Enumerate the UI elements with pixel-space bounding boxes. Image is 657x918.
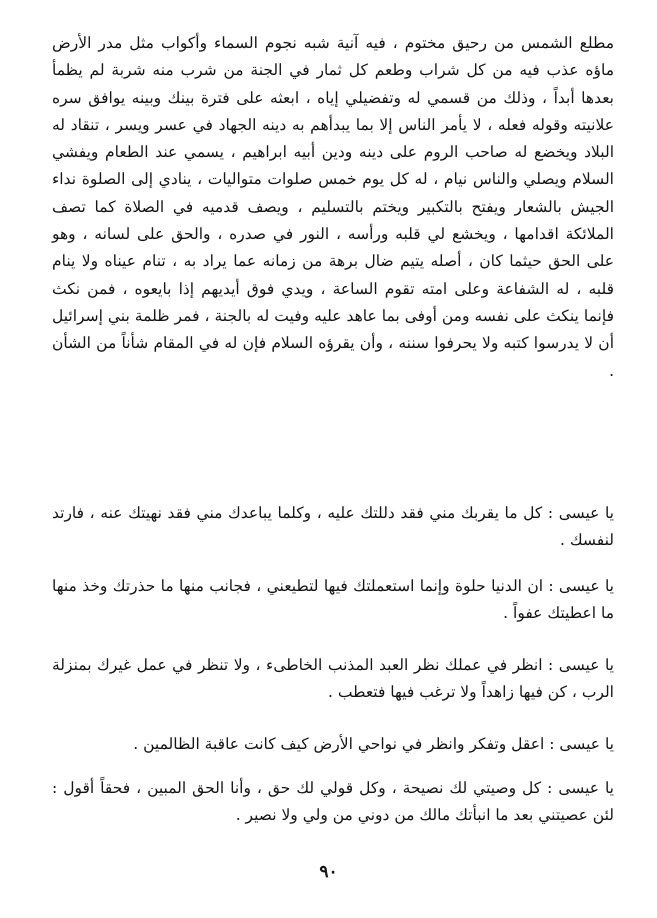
section-paragraph-5: يا عيسى : كل وصيتي لك نصيحة ، وكل قولي لك حق ، وأنا الحق المبين ، فحقاً أقول : لئن عصيتني بعد ما انبأتك مالك من دوني من ولي ولا نصير . (52, 779, 614, 824)
main-paragraph: مطلع الشمس من رحيق مختوم ، فيه آنية شبه نجوم السماء وأكواب مثل مدر الأرض ماؤه عذب فيه من كل شراب وطعم كل ثمار في الجنة من شرب منه شربة لم يظمأ بعدها أبداً ، وذلك من قسمي له وتفضيلي إياه ، ابعثه على فترة بينك وبينه يوافق سره علانيته وقوله فعله ، لا يأمر الناس إلا بما يبدأهم به دينه الجهاد في عسر ويسر ، تنقاد له البلاد ويخضع له صاحب الروم على دينه ودين أبيه ابراهيم ، يسمي عند الطعام ويفشي السلام ويصلي والناس نيام ، له كل يوم خمس صلوات متواليات ، ينادي إلى الصلوة نداء الجيش بالشعار ويفتح بالتكبير ويختم بالتسليم ، ويصف قدميه في الصلاة كما تصف الملائكة اقدامها ، ويخشع لي قلبه ورأسه ، النور في صدره ، والحق على لسانه ، وهو على الحق حيثما كان ، أصله يتيم ضال برهة من زمانه عما يراد به ، تنام عيناه ولا ينام قلبه ، له الشفاعة وعلى امته تقوم الساعة ، ويدي فوق أيديهم إذا بايعوه ، فمن نكث فإنما ينكث على نفسه ومن أوفى بما عاهد عليه وفيت له بالجنة ، فمر ظلمة بني إسرائيل أن لا يدرسوا كتبه ولا يحرفوا سننه ، وأن يقرؤه السلام فإن له في المقام شأناً من الشأن . (52, 34, 614, 380)
section-paragraph-2: يا عيسى : ان الدنيا حلوة وإنما استعملتك فيها لتطيعني ، فجانب منها ما حذرتك وخذ منها ما اعطيتك عفواً . (52, 577, 614, 622)
section-paragraph-1: يا عيسى : كل ما يقربك مني فقد دللتك عليه ، وكلما يباعدك مني فقد نهيتك عنه ، فارتد لنفسك . (52, 504, 614, 549)
page-number: ٩٠ (319, 862, 338, 882)
section-paragraph-3: يا عيسى : انظر في عملك نظر العبد المذنب الخاطىء ، ولا تنظر في عمل غيرك بمنزلة الرب ، كن فيها زاهداً ولا ترغب فيها فتعطب . (52, 656, 614, 701)
section-paragraph-4: يا عيسى : اعقل وتفكر وانظر في نواحي الأرض كيف كانت عاقبة الظالمين . (133, 735, 614, 753)
